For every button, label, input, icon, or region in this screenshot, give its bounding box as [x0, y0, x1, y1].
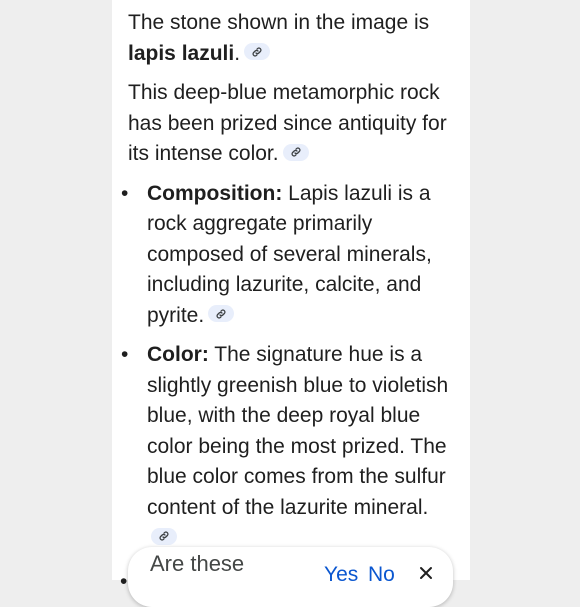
source-link-chip[interactable]	[208, 305, 234, 322]
link-icon	[251, 46, 263, 58]
feedback-question: Are these	[150, 551, 245, 576]
answer-content	[121, 8, 458, 563]
bullet: •	[121, 181, 129, 205]
description-paragraph: This deep-blue metamorphic rock has been prized since antiquity for its intense color.	[128, 81, 447, 165]
facts-list	[121, 179, 458, 554]
answer-card	[112, 0, 470, 580]
bullet: •	[121, 343, 129, 366]
link-icon	[215, 308, 227, 320]
link-icon	[290, 146, 302, 158]
list-item-text: Lapis lazuli is a rock aggregate primarily composed of several minerals, including lazurite, calcite, and pyrite.	[147, 181, 432, 327]
stone-name: lapis lazuli	[128, 41, 235, 65]
bullet: •	[120, 570, 128, 593]
feedback-no-button[interactable]: No	[368, 563, 395, 586]
source-link-chip[interactable]	[283, 144, 309, 161]
source-link-chip[interactable]	[151, 528, 177, 545]
list-item-text: The signature hue is a slightly greenish blue to violetish blue, with the deep royal blue color being the most prized. The blue color comes from the sulfur content of the lazurite mineral.	[147, 343, 449, 519]
list-item-label: Color:	[147, 343, 209, 366]
list-item-composition	[121, 179, 458, 332]
source-link-chip[interactable]	[244, 43, 270, 60]
link-icon	[158, 530, 170, 542]
list-item-label: Composition:	[147, 181, 283, 205]
feedback-bar	[128, 547, 453, 607]
feedback-yes-button[interactable]: Yes	[324, 563, 359, 586]
list-item-color	[121, 340, 458, 554]
close-icon[interactable]	[418, 565, 434, 581]
intro-paragraph: The stone shown in the image is lapis lazuli.	[128, 11, 430, 65]
